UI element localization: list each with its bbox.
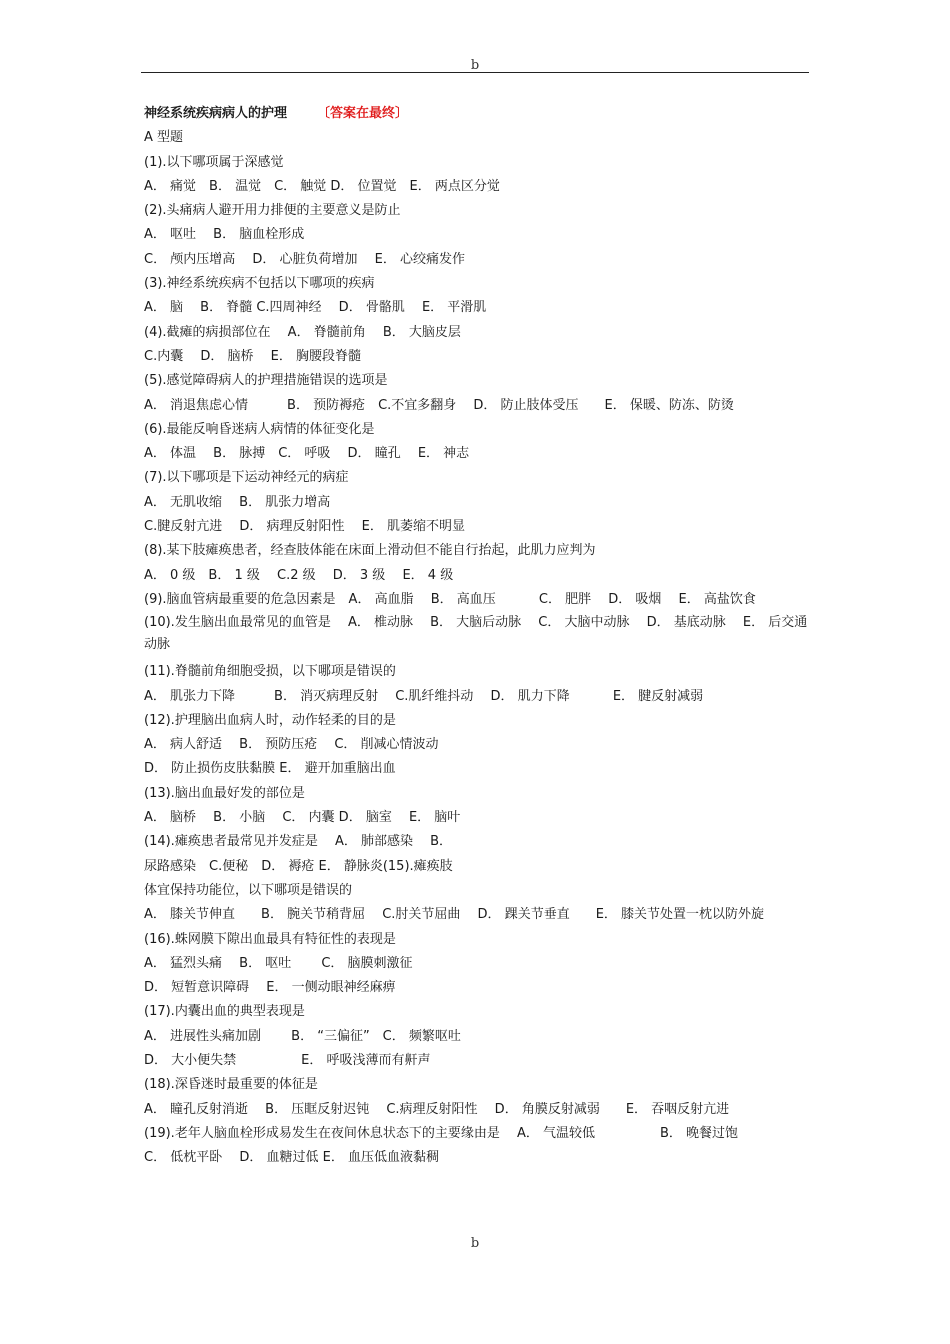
options-line: A． 痛觉 B． 温觉 C． 触觉 D． 位置觉 E． 两点区分觉 bbox=[144, 178, 500, 194]
question-line: (8).某下肢瘫痪患者，经查肢体能在床面上滑动但不能自行抬起，此肌力应判为 bbox=[144, 543, 596, 559]
question-line: (6).最能反响昏迷病人病情的体征变化是 bbox=[144, 421, 375, 437]
question-line: (10).发生脑出血最常见的血管是 A． 椎动脉 B． 大脑后动脉 C． 大脑中动脉 D． 基底动脉 E． 后交通动脉 bbox=[144, 615, 808, 653]
options-line: 尿路感染 C.便秘 D． 褥疮 E． 静脉炎(15).瘫痪肢 bbox=[144, 858, 453, 874]
options-line: A． 0 级 B． 1 级 C.2 级 D． 3 级 E． 4 级 bbox=[144, 567, 454, 583]
section-heading: A 型题 bbox=[144, 130, 184, 146]
options-line: A． 体温 B． 脉搏 C． 呼吸 D． 瞳孔 E． 神志 bbox=[144, 446, 470, 462]
question-line: (3).神经系统疾病不包括以下哪项的疾病 bbox=[144, 276, 375, 292]
header-rule bbox=[141, 72, 809, 73]
page-header-mark: b bbox=[470, 58, 480, 73]
question-line: (1).以下哪项属于深感觉 bbox=[144, 154, 284, 170]
options-line: C． 低枕平卧 D． 血糖过低 E． 血压低血液黏稠 bbox=[144, 1150, 439, 1166]
question-line: (13).脑出血最好发的部位是 bbox=[144, 785, 305, 801]
question-line: (12).护理脑出血病人时，动作轻柔的目的是 bbox=[144, 712, 396, 728]
title-text: 神经系统疾病病人的护理 bbox=[144, 106, 288, 121]
options-line: A． 膝关节伸直 B． 腕关节稍背屈 C.肘关节屈曲 D． 踝关节垂直 E． 膝关节处置一枕以防外旋 bbox=[144, 907, 765, 923]
question-line: 体宜保持功能位，以下哪项是错误的 bbox=[144, 882, 353, 898]
options-line: D． 大小便失禁 E． 呼吸浅薄而有鼾声 bbox=[144, 1052, 431, 1068]
document-title bbox=[144, 102, 812, 126]
answer-note: 〔答案在最终〕 bbox=[317, 106, 409, 121]
document-body bbox=[144, 102, 812, 1170]
question-line: (9).脑血管病最重要的危急因素是 A． 高血脂 B． 高血压 C． 肥胖 D． 吸烟 E． 高盐饮食 bbox=[144, 591, 756, 607]
options-line: D． 短暂意识障碍 E． 一侧动眼神经麻痹 bbox=[144, 980, 396, 996]
question-line: (18).深昏迷时最重要的体征是 bbox=[144, 1077, 318, 1093]
question-line: (2).头痛病人避开用力排便的主要意义是防止 bbox=[144, 203, 401, 219]
options-line: A． 进展性头痛加剧 B． “三偏征” C． 频繁呕吐 bbox=[144, 1028, 461, 1044]
question-line: (4).截瘫的病损部位在 A． 脊髓前角 B． 大脑皮层 bbox=[144, 324, 461, 340]
options-line: C.内囊 D． 脑桥 E． 胸腰段脊髓 bbox=[144, 348, 361, 364]
options-line: A． 无肌收缩 B． 肌张力增高 bbox=[144, 494, 331, 510]
options-line: A． 病人舒适 B． 预防压疮 C． 削减心情波动 bbox=[144, 737, 439, 753]
question-line: (7).以下哪项是下运动神经元的病症 bbox=[144, 470, 349, 486]
options-line: A． 脑 B． 脊髓 C.四周神经 D． 骨骼肌 E． 平滑肌 bbox=[144, 300, 487, 316]
options-line: A． 瞳孔反射消逝 B． 压眶反射迟钝 C.病理反射阳性 D． 角膜反射减弱 E． 吞咽反射亢进 bbox=[144, 1101, 730, 1117]
question-line: (11).脊髓前角细胞受损，以下哪项是错误的 bbox=[144, 664, 396, 680]
question-line: (5).感觉障碍病人的护理措施错误的选项是 bbox=[144, 373, 388, 389]
options-line: C． 颅内压增高 D． 心脏负荷增加 E． 心绞痛发作 bbox=[144, 251, 465, 267]
options-line: A． 消退焦虑心情 B． 预防褥疮 C.不宜多翻身 D． 防止肢体受压 E． 保暖、防冻、防烫 bbox=[144, 397, 734, 413]
options-line: A． 肌张力下降 B． 消灭病理反射 C.肌纤维抖动 D． 肌力下降 E． 腱反射减弱 bbox=[144, 688, 704, 704]
question-line: (19).老年人脑血栓形成易发生在夜间休息状态下的主要缘由是 A． 气温较低 B． 晚餐过饱 bbox=[144, 1125, 739, 1141]
question-line: (17).内囊出血的典型表现是 bbox=[144, 1004, 305, 1020]
options-line: A． 猛烈头痛 B． 呕吐 C． 脑膜刺激征 bbox=[144, 955, 413, 971]
question-line: (14).瘫痪患者最常见并发症是 A． 肺部感染 B． bbox=[144, 834, 453, 850]
options-line: D． 防止损伤皮肤黏膜 E． 避开加重脑出血 bbox=[144, 761, 396, 777]
page-footer-mark: b bbox=[470, 1236, 480, 1251]
question-line: (16).蛛网膜下隙出血最具有特征性的表现是 bbox=[144, 931, 396, 947]
options-line: C.腱反射亢进 D． 病理反射阳性 E． 肌萎缩不明显 bbox=[144, 519, 465, 535]
options-line: A． 呕吐 B． 脑血栓形成 bbox=[144, 227, 305, 243]
options-line: A． 脑桥 B． 小脑 C． 内囊 D． 脑室 E． 脑叶 bbox=[144, 810, 461, 826]
